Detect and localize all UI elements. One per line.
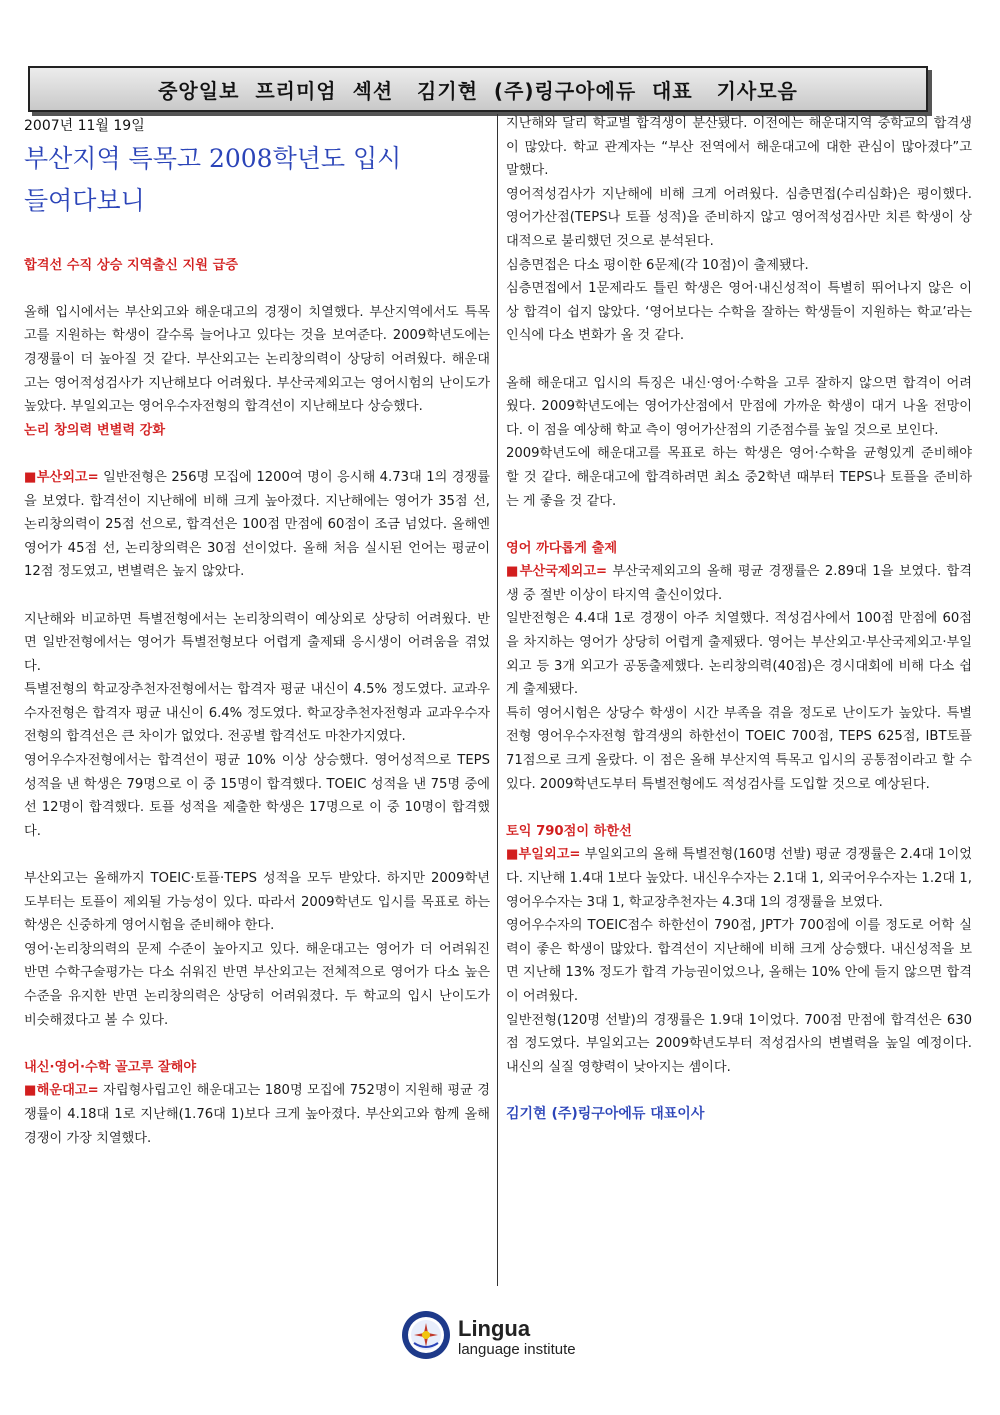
- article-title-line1: 부산지역 특목고 2008학년도 입시: [24, 144, 402, 173]
- article-title-line2: 들여다보니: [24, 186, 145, 215]
- busan-paragraph-6: 영어·논리창의력의 문제 수준이 높아지고 있다. 해운대고는 영어가 더 어려워진 반면 수학구술평가는 다소 쉬워진 반면 부산외고는 전체적으로 영어가 다소 높은 수준을 유지한 반면 논리창의력은 상당히 어려워졌다. 두 학교의 입시 난이도가 비슷해졌다고 볼 수 있다.: [24, 941, 490, 1028]
- busan-paragraph-1: ■부산외고= 일반전형은 256명 모집에 1200여 명이 응시해 4.73대 1의 경쟁률을 보였다. 합격선이 지난해에 비해 크게 높아졌다. 지난해에는 영어가 35점 선, 논리창의력이 25점 선으로, 합격선은 100점 만점에 60점이 조금 넘었다. 올해엔 영어가 45점 선, 논리창의력은 30점 선이었다. 올해 처음 실시된 언어는 평균이 12점 정도였고, 변별력은 높지 않았다.: [24, 469, 491, 580]
- article-date: 2007년 11월 19일: [24, 118, 145, 134]
- lingua-logo: [400, 1314, 576, 1360]
- haeundae-paragraph-3: 영어적성검사가 지난해에 비해 크게 어려웠다. 심층면접(수리심화)은 평이했다. 영어가산점(TEPS나 토플 성적)을 준비하지 않고 영어적성검사만 치른 학생이 상대적으로 불리했던 것으로 분석된다.: [506, 186, 972, 249]
- haeundae-paragraph-7: 2009학년도에 해운대고를 목표로 하는 학생은 영어·수학을 균형있게 준비해야 할 것 같다. 해운대고에 합격하려면 최소 중2학년 때부터 TEPS나 토플을 준비하는 게 좋을 것 같다.: [506, 446, 972, 509]
- column-divider: [497, 114, 498, 1286]
- haeundae-paragraph-6: 올해 해운대고 입시의 특징은 내신·영어·수학을 고루 잘하지 않으면 합격이 어려웠다. 2009학년도에는 영어가산점에서 만점에 가까운 학생이 대거 나올 전망이다. 이 점을 예상해 학교 측이 영어가산점의 기준점수를 높일 것으로 보인다.: [506, 375, 972, 438]
- logo-subtitle: language institute: [458, 1340, 576, 1358]
- buil-paragraph-3: 일반전형(120명 선발)의 경쟁률은 1.9대 1이었다. 700점 만점에 합격선은 630점 정도였다. 부일외고는 2009학년도부터 적성검사의 변별력을 높일 예정이다. 내신의 실질 영향력이 낮아지는 셈이다.: [506, 1012, 972, 1075]
- subtitle-logic-creativity: 논리 창의력 변별력 강화: [24, 422, 166, 438]
- header-banner: 중앙일보 프리미엄 섹션 김기현 (주)링구아에듀 대표 기사모음: [28, 66, 928, 112]
- busan-school-tag: ■부산외고=: [24, 469, 99, 485]
- right-column: [506, 112, 972, 1127]
- intl-school-tag: ■부산국제외고=: [506, 564, 608, 580]
- haeundae-paragraph-2: 지난해와 달리 학교별 합격생이 분산됐다. 이전에는 해운대지역 중학교의 합격생이 많았다. 학교 관계자는 “부산 전역에서 해운대고에 대한 관심이 많아졌다”고 말했다.: [506, 116, 972, 179]
- intl-paragraph-2: 일반전형은 4.4대 1로 경쟁이 아주 치열했다. 적성검사에서 100점 만점에 60점을 차지하는 영어가 상당히 어렵게 출제됐다. 영어는 부산외고·부산국제외고·부일외고 등 3개 외고가 공동출제했다. 논리창의력(40점)은 경시대회에 비해 다소 쉽게 출제됐다.: [506, 611, 972, 698]
- intro-paragraph: 올해 입시에서는 부산외고와 해운대고의 경쟁이 치열했다. 부산지역에서도 특목고를 지원하는 학생이 갈수록 늘어나고 있다는 것을 보여준다. 2009학년도에는 경쟁률이 더 높아질 것 같다. 부산외고는 논리창의력이 상당히 어려웠다. 해운대고는 영어적성검사가 지난해보다 어려웠다. 부산국제외고는 영어시험의 난이도가 높았다. 부일외고는 영어우수자전형의 합격선이 지난해보다 상승했다.: [24, 304, 490, 415]
- buil-school-tag: ■부일외고=: [506, 847, 581, 863]
- busan-paragraph-3: 특별전형의 학교장추천자전형에서는 합격자 평균 내신이 4.5% 정도였다. 교과우수자전형은 합격자 평균 내신이 6.4% 정도였다. 학교장추천자전형과 교과우수자전형의 합격선은 큰 차이가 없었다. 전공별 합격선도 마찬가지였다.: [24, 682, 490, 745]
- subtitle-all-subjects: 내신·영어·수학 골고루 잘해야: [24, 1059, 197, 1075]
- buil-paragraph-2: 영어우수자의 TOEIC점수 하한선이 790점, JPT가 700점에 이를 정도로 어학 실력이 좋은 학생이 많았다. 합격선이 지난해에 비해 크게 상승했다. 내신성적을 보면 지난해 13% 정도가 합격 가능권이었으나, 올해는 10% 안에 들지 않으면 합격이 어려웠다.: [506, 918, 972, 1004]
- haeundae-paragraph-4: 심층면접은 다소 평이한 6문제(각 10점)이 출제됐다.: [506, 257, 809, 273]
- busan-paragraph-2: 지난해와 비교하면 특별전형에서는 논리창의력이 예상외로 상당히 어려웠다. 반면 일반전형에서는 영어가 특별전형보다 어렵게 출제돼 응시생이 어려움을 겪었다.: [24, 611, 490, 674]
- subtitle-toeic-cutoff: 토익 790점이 하한선: [506, 823, 632, 839]
- author-byline: 김기현 (주)링구아에듀 대표이사: [506, 1105, 705, 1122]
- intl-paragraph-1: ■부산국제외고= 부산국제외고의 올해 평균 경쟁률은 2.89대 1을 보였다. 합격생 중 절반 이상이 타지역 출신이었다.: [506, 564, 972, 603]
- haeundae-paragraph-5: 심층면접에서 1문제라도 틀린 학생은 영어·내신성적이 특별히 뛰어나지 않은 이상 합격이 쉽지 않았다. ‘영어보다는 수학을 잘하는 학생들이 지원하는 학교’라는 인식에 다소 변화가 올 것 같다.: [506, 281, 972, 344]
- haeundae-school-tag: ■해운대고=: [24, 1083, 99, 1099]
- subtitle-english-difficult: 영어 까다롭게 출제: [506, 540, 618, 556]
- busan-paragraph-5: 부산외고는 올해까지 TOEIC·토플·TEPS 성적을 모두 받았다. 하지만 2009학년도부터는 토플이 제외될 가능성이 있다. 따라서 2009학년도 입시를 목표로 하는 학생은 신중하게 영어시험을 준비해야 한다.: [24, 871, 490, 934]
- busan-paragraph-4: 영어우수자전형에서는 합격선이 평균 10% 이상 상승했다. 영어성적으로 TEPS 성적을 낸 학생은 79명으로 이 중 15명이 합격했다. TOEIC 성적을 낸 75명 중에선 12명이 합격했다. 토플 성적을 제출한 학생은 17명으로 이 중 10명이 합격했다.: [24, 753, 490, 839]
- subtitle-admission-cutoff: 합격선 수직 상승 지역출신 지원 급증: [24, 257, 239, 273]
- logo-name: Lingua: [458, 1315, 531, 1341]
- buil-paragraph-1: ■부일외고= 부일외고의 올해 특별전형(160명 선발) 평균 경쟁률은 2.4대 1이었다. 지난해 1.4대 1보다 높았다. 내신우수자는 2.1대 1, 외국어우수자는 1.2대 1, 영어우수자는 3대 1, 학교장추천자는 4.3대 1의 경쟁률을 보였다.: [506, 847, 973, 910]
- lingua-emblem-icon: [400, 1309, 452, 1365]
- haeundae-paragraph-1: ■해운대고= 자립형사립고인 해운대고는 180명 모집에 752명이 지원해 평균 경쟁률이 4.18대 1로 지난해(1.76대 1)보다 크게 높아졌다. 부산외고와 함께 올해 경쟁이 가장 치열했다.: [24, 1083, 490, 1146]
- left-column: [24, 116, 490, 1150]
- intl-paragraph-3: 특히 영어시험은 상당수 학생이 시간 부족을 겪을 정도로 난이도가 높았다. 특별전형 영어우수자전형 합격생의 하한선이 TOEIC 700점, TEPS 625점, IBT토플 71점으로 크게 올랐다. 이 점은 올해 부산지역 특목고 입시의 공통점이라고 할 수 있다. 2009학년도부터 특별전형에도 적성검사를 도입할 것으로 예상된다.: [506, 705, 972, 792]
